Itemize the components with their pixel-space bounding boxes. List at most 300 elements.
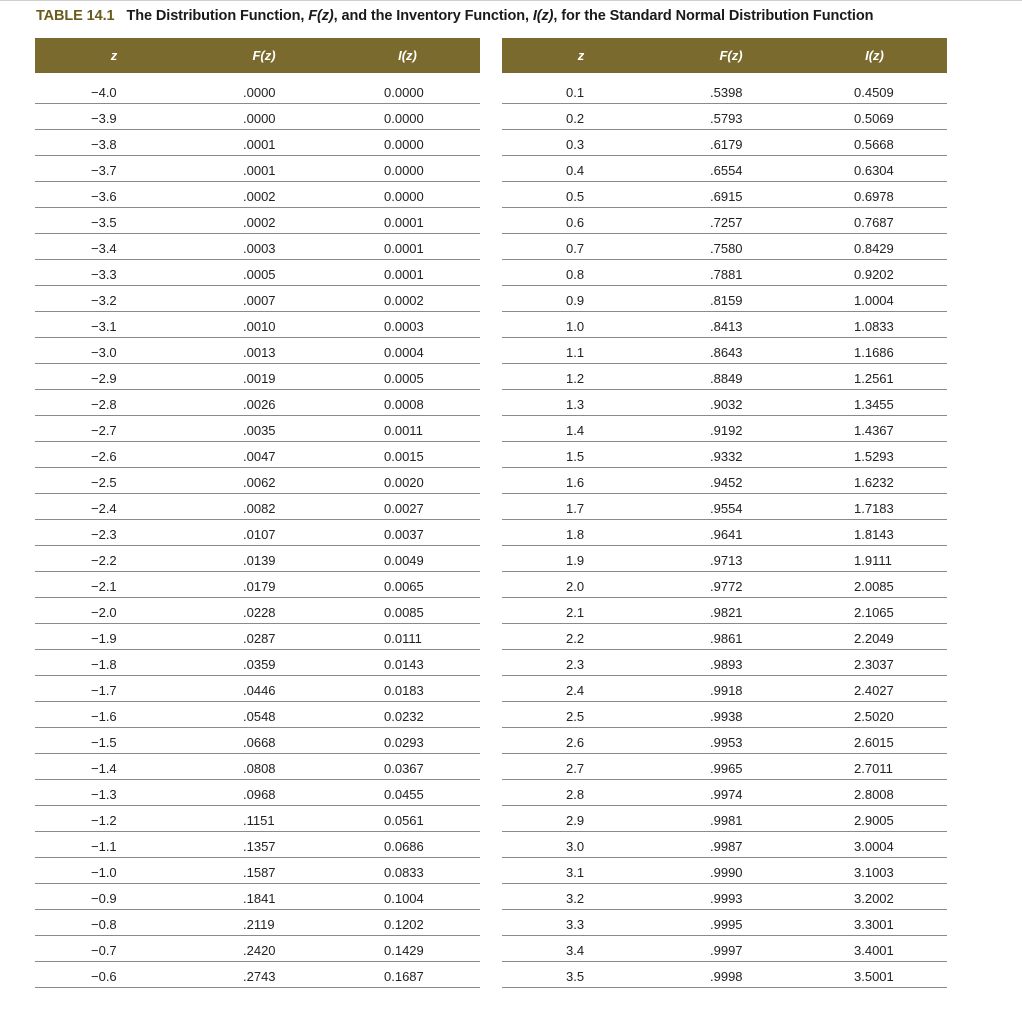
title-text-2: , and the Inventory Function, <box>333 8 533 24</box>
cell-i: 0.6978 <box>802 181 947 207</box>
cell-f: .9641 <box>660 519 802 545</box>
table-row <box>35 363 480 389</box>
cell-f: .9981 <box>660 805 802 831</box>
cell-f: .0001 <box>193 129 335 155</box>
cell-i: 0.0027 <box>335 493 480 519</box>
cell-f: .6915 <box>660 181 802 207</box>
table-row <box>502 103 947 129</box>
cell-z: 0.8 <box>502 259 660 285</box>
cell-z: −3.7 <box>35 155 193 181</box>
table-row <box>35 727 480 753</box>
table-row <box>35 831 480 857</box>
cell-i: 2.6015 <box>802 727 947 753</box>
right-header-row <box>502 38 947 73</box>
cell-z: 1.2 <box>502 363 660 389</box>
table-row <box>35 857 480 883</box>
table-row <box>35 259 480 285</box>
cell-z: −2.7 <box>35 415 193 441</box>
cell-f: .9998 <box>660 961 802 987</box>
cell-f: .0010 <box>193 311 335 337</box>
cell-i: 0.0001 <box>335 233 480 259</box>
table-row <box>35 753 480 779</box>
cell-f: .0007 <box>193 285 335 311</box>
table-row <box>502 311 947 337</box>
cell-f: .0082 <box>193 493 335 519</box>
title-f-symbol: F(z) <box>308 8 334 24</box>
cell-f: .0026 <box>193 389 335 415</box>
right-table-body <box>502 73 947 987</box>
cell-i: 0.0111 <box>335 623 480 649</box>
table-row <box>35 571 480 597</box>
cell-z: 1.3 <box>502 389 660 415</box>
cell-z: 2.2 <box>502 623 660 649</box>
table-row <box>502 883 947 909</box>
cell-z: −1.5 <box>35 727 193 753</box>
table-row <box>502 415 947 441</box>
cell-i: 0.0232 <box>335 701 480 727</box>
cell-z: −3.8 <box>35 129 193 155</box>
cell-z: −3.1 <box>35 311 193 337</box>
cell-f: .6179 <box>660 129 802 155</box>
cell-z: −2.1 <box>35 571 193 597</box>
table-row <box>35 181 480 207</box>
cell-i: 0.0561 <box>335 805 480 831</box>
cell-f: .0808 <box>193 753 335 779</box>
right-header-z: z <box>502 38 660 73</box>
cell-z: 0.5 <box>502 181 660 207</box>
cell-z: 1.7 <box>502 493 660 519</box>
cell-z: 0.4 <box>502 155 660 181</box>
cell-f: .9452 <box>660 467 802 493</box>
table-row <box>502 805 947 831</box>
table-row <box>35 73 480 103</box>
cell-i: 0.0833 <box>335 857 480 883</box>
cell-z: 1.4 <box>502 415 660 441</box>
cell-f: .1357 <box>193 831 335 857</box>
cell-f: .0359 <box>193 649 335 675</box>
cell-f: .9554 <box>660 493 802 519</box>
table-row <box>35 311 480 337</box>
cell-i: 0.0004 <box>335 337 480 363</box>
cell-i: 3.3001 <box>802 909 947 935</box>
cell-z: 0.9 <box>502 285 660 311</box>
cell-f: .8849 <box>660 363 802 389</box>
cell-i: 2.1065 <box>802 597 947 623</box>
cell-i: 1.7183 <box>802 493 947 519</box>
cell-f: .0062 <box>193 467 335 493</box>
cell-z: 0.3 <box>502 129 660 155</box>
cell-z: 2.3 <box>502 649 660 675</box>
table-row <box>502 181 947 207</box>
cell-i: 0.0005 <box>335 363 480 389</box>
table-row <box>502 441 947 467</box>
table-row <box>35 675 480 701</box>
table-row <box>35 883 480 909</box>
cell-z: −3.2 <box>35 285 193 311</box>
table-row <box>502 753 947 779</box>
cell-z: 3.0 <box>502 831 660 857</box>
cell-i: 2.7011 <box>802 753 947 779</box>
cell-z: −0.6 <box>35 961 193 987</box>
table-row <box>35 233 480 259</box>
cell-i: 0.0085 <box>335 597 480 623</box>
table-row <box>35 519 480 545</box>
cell-f: .0019 <box>193 363 335 389</box>
cell-i: 0.0000 <box>335 103 480 129</box>
cell-z: 1.8 <box>502 519 660 545</box>
cell-z: −3.6 <box>35 181 193 207</box>
cell-i: 2.2049 <box>802 623 947 649</box>
cell-i: 0.0065 <box>335 571 480 597</box>
cell-i: 0.0686 <box>335 831 480 857</box>
cell-z: −2.9 <box>35 363 193 389</box>
cell-z: −1.9 <box>35 623 193 649</box>
table-row <box>35 467 480 493</box>
cell-i: 2.9005 <box>802 805 947 831</box>
cell-i: 0.8429 <box>802 233 947 259</box>
cell-z: −1.1 <box>35 831 193 857</box>
cell-f: .9713 <box>660 545 802 571</box>
title-text-1: The Distribution Function, <box>126 8 309 24</box>
table-row <box>502 857 947 883</box>
top-rule <box>0 0 1022 1</box>
cell-f: .9990 <box>660 857 802 883</box>
cell-z: 3.3 <box>502 909 660 935</box>
cell-z: 1.6 <box>502 467 660 493</box>
table-row <box>502 155 947 181</box>
table-row <box>502 571 947 597</box>
cell-i: 1.5293 <box>802 441 947 467</box>
table-row <box>35 207 480 233</box>
cell-z: −1.3 <box>35 779 193 805</box>
cell-i: 0.0367 <box>335 753 480 779</box>
cell-z: 1.1 <box>502 337 660 363</box>
table-row <box>35 415 480 441</box>
table-title <box>36 8 996 24</box>
cell-z: 2.4 <box>502 675 660 701</box>
cell-z: 3.5 <box>502 961 660 987</box>
table-row <box>35 155 480 181</box>
title-text-3: , for the Standard Normal Distribution Function <box>553 8 874 24</box>
table-row <box>502 259 947 285</box>
cell-z: 3.1 <box>502 857 660 883</box>
cell-f: .9918 <box>660 675 802 701</box>
table-row <box>502 597 947 623</box>
table-row <box>502 519 947 545</box>
cell-f: .0287 <box>193 623 335 649</box>
cell-f: .9032 <box>660 389 802 415</box>
table-row <box>502 73 947 103</box>
cell-i: 0.0008 <box>335 389 480 415</box>
cell-i: 0.0000 <box>335 129 480 155</box>
cell-f: .9893 <box>660 649 802 675</box>
cell-f: .8413 <box>660 311 802 337</box>
table-row <box>35 441 480 467</box>
cell-f: .9938 <box>660 701 802 727</box>
table-row <box>502 701 947 727</box>
table-row <box>35 545 480 571</box>
cell-z: −1.8 <box>35 649 193 675</box>
cell-i: 1.9111 <box>802 545 947 571</box>
cell-i: 1.4367 <box>802 415 947 441</box>
cell-i: 0.9202 <box>802 259 947 285</box>
cell-f: .0228 <box>193 597 335 623</box>
cell-i: 0.0293 <box>335 727 480 753</box>
table-row <box>35 935 480 961</box>
cell-z: 1.9 <box>502 545 660 571</box>
table-row <box>502 285 947 311</box>
title-i-symbol: I(z) <box>532 8 554 24</box>
table-row <box>502 363 947 389</box>
cell-f: .8643 <box>660 337 802 363</box>
cell-f: .9995 <box>660 909 802 935</box>
cell-i: 0.1202 <box>335 909 480 935</box>
cell-z: −1.4 <box>35 753 193 779</box>
table-row <box>502 831 947 857</box>
cell-z: 2.6 <box>502 727 660 753</box>
table-row <box>502 779 947 805</box>
table-row <box>35 493 480 519</box>
cell-f: .0000 <box>193 103 335 129</box>
cell-f: .9993 <box>660 883 802 909</box>
table-row <box>502 935 947 961</box>
cell-z: −1.6 <box>35 701 193 727</box>
table-row <box>35 961 480 987</box>
cell-i: 0.1429 <box>335 935 480 961</box>
table-row <box>502 545 947 571</box>
left-table <box>35 38 480 988</box>
cell-z: −3.5 <box>35 207 193 233</box>
right-header-f: F(z) <box>660 38 802 73</box>
cell-i: 0.0020 <box>335 467 480 493</box>
table-row <box>502 389 947 415</box>
table-row <box>35 779 480 805</box>
cell-i: 3.0004 <box>802 831 947 857</box>
cell-i: 0.0001 <box>335 207 480 233</box>
cell-f: .9997 <box>660 935 802 961</box>
cell-i: 1.1686 <box>802 337 947 363</box>
cell-i: 0.1004 <box>335 883 480 909</box>
table-row <box>502 909 947 935</box>
cell-z: −2.3 <box>35 519 193 545</box>
cell-f: .9821 <box>660 597 802 623</box>
table-row <box>502 649 947 675</box>
right-table <box>502 38 947 988</box>
cell-f: .5793 <box>660 103 802 129</box>
cell-i: 0.0011 <box>335 415 480 441</box>
cell-i: 1.2561 <box>802 363 947 389</box>
cell-i: 0.0001 <box>335 259 480 285</box>
cell-f: .0968 <box>193 779 335 805</box>
cell-z: −2.2 <box>35 545 193 571</box>
table-row <box>35 597 480 623</box>
cell-i: 0.0003 <box>335 311 480 337</box>
cell-i: 0.0143 <box>335 649 480 675</box>
right-header-i: I(z) <box>802 38 947 73</box>
cell-i: 1.6232 <box>802 467 947 493</box>
table-row <box>502 207 947 233</box>
cell-f: .0139 <box>193 545 335 571</box>
table-row <box>502 493 947 519</box>
cell-z: −2.6 <box>35 441 193 467</box>
cell-f: .7580 <box>660 233 802 259</box>
cell-i: 0.6304 <box>802 155 947 181</box>
cell-i: 0.5668 <box>802 129 947 155</box>
cell-z: −1.7 <box>35 675 193 701</box>
cell-i: 0.5069 <box>802 103 947 129</box>
cell-f: .0446 <box>193 675 335 701</box>
cell-f: .8159 <box>660 285 802 311</box>
cell-f: .1841 <box>193 883 335 909</box>
cell-i: 0.0000 <box>335 73 480 103</box>
cell-f: .2743 <box>193 961 335 987</box>
cell-f: .9953 <box>660 727 802 753</box>
cell-i: 0.0000 <box>335 181 480 207</box>
cell-f: .7881 <box>660 259 802 285</box>
cell-z: 0.7 <box>502 233 660 259</box>
cell-f: .9974 <box>660 779 802 805</box>
cell-z: −1.2 <box>35 805 193 831</box>
cell-f: .0047 <box>193 441 335 467</box>
cell-i: 2.4027 <box>802 675 947 701</box>
cell-i: 0.4509 <box>802 73 947 103</box>
cell-z: 0.2 <box>502 103 660 129</box>
cell-z: −2.4 <box>35 493 193 519</box>
cell-z: 2.9 <box>502 805 660 831</box>
cell-i: 0.0049 <box>335 545 480 571</box>
cell-f: .0107 <box>193 519 335 545</box>
cell-z: −0.9 <box>35 883 193 909</box>
cell-f: .0668 <box>193 727 335 753</box>
left-header-z: z <box>35 38 193 73</box>
cell-i: 1.0004 <box>802 285 947 311</box>
cell-f: .0003 <box>193 233 335 259</box>
table-row <box>35 129 480 155</box>
cell-i: 2.3037 <box>802 649 947 675</box>
cell-f: .5398 <box>660 73 802 103</box>
cell-f: .0001 <box>193 155 335 181</box>
cell-f: .2119 <box>193 909 335 935</box>
cell-z: −0.7 <box>35 935 193 961</box>
cell-z: 1.0 <box>502 311 660 337</box>
table-row <box>502 337 947 363</box>
cell-f: .0548 <box>193 701 335 727</box>
cell-i: 0.0037 <box>335 519 480 545</box>
cell-f: .6554 <box>660 155 802 181</box>
cell-z: 2.0 <box>502 571 660 597</box>
cell-i: 1.0833 <box>802 311 947 337</box>
table-row <box>35 909 480 935</box>
cell-f: .9987 <box>660 831 802 857</box>
cell-i: 1.8143 <box>802 519 947 545</box>
cell-f: .0035 <box>193 415 335 441</box>
cell-f: .9332 <box>660 441 802 467</box>
cell-z: −2.0 <box>35 597 193 623</box>
cell-f: .2420 <box>193 935 335 961</box>
table-label: TABLE 14.1 <box>36 8 115 24</box>
cell-z: −3.3 <box>35 259 193 285</box>
cell-i: 3.2002 <box>802 883 947 909</box>
table-row <box>502 623 947 649</box>
table-row <box>502 129 947 155</box>
cell-i: 0.7687 <box>802 207 947 233</box>
cell-f: .0002 <box>193 207 335 233</box>
table-row <box>35 701 480 727</box>
cell-z: 1.5 <box>502 441 660 467</box>
table-row <box>35 337 480 363</box>
table-row <box>35 623 480 649</box>
cell-f: .0013 <box>193 337 335 363</box>
table-row <box>35 285 480 311</box>
cell-z: −1.0 <box>35 857 193 883</box>
left-header-f: F(z) <box>193 38 335 73</box>
cell-f: .0000 <box>193 73 335 103</box>
cell-i: 2.5020 <box>802 701 947 727</box>
cell-z: 2.8 <box>502 779 660 805</box>
cell-f: .0002 <box>193 181 335 207</box>
cell-i: 0.0455 <box>335 779 480 805</box>
cell-f: .0179 <box>193 571 335 597</box>
cell-f: .9192 <box>660 415 802 441</box>
cell-f: .7257 <box>660 207 802 233</box>
cell-f: .0005 <box>193 259 335 285</box>
table-row <box>35 103 480 129</box>
cell-f: .9965 <box>660 753 802 779</box>
table-row <box>35 649 480 675</box>
cell-z: 3.4 <box>502 935 660 961</box>
cell-i: 2.0085 <box>802 571 947 597</box>
table-row <box>502 675 947 701</box>
table-row <box>502 467 947 493</box>
left-header-i: I(z) <box>335 38 480 73</box>
left-header-row <box>35 38 480 73</box>
cell-f: .9772 <box>660 571 802 597</box>
table-row <box>502 961 947 987</box>
cell-z: 2.5 <box>502 701 660 727</box>
cell-z: 3.2 <box>502 883 660 909</box>
cell-f: .9861 <box>660 623 802 649</box>
cell-z: −3.0 <box>35 337 193 363</box>
table-row <box>35 805 480 831</box>
cell-f: .1587 <box>193 857 335 883</box>
cell-f: .1151 <box>193 805 335 831</box>
cell-z: 2.1 <box>502 597 660 623</box>
cell-i: 3.4001 <box>802 935 947 961</box>
cell-z: −2.5 <box>35 467 193 493</box>
cell-z: 0.1 <box>502 73 660 103</box>
cell-i: 0.0015 <box>335 441 480 467</box>
cell-i: 0.0000 <box>335 155 480 181</box>
table-row <box>35 389 480 415</box>
cell-z: −2.8 <box>35 389 193 415</box>
cell-i: 0.0183 <box>335 675 480 701</box>
cell-i: 1.3455 <box>802 389 947 415</box>
left-table-body <box>35 73 480 987</box>
cell-i: 0.1687 <box>335 961 480 987</box>
cell-i: 3.1003 <box>802 857 947 883</box>
cell-z: −4.0 <box>35 73 193 103</box>
cell-z: −3.4 <box>35 233 193 259</box>
cell-z: 0.6 <box>502 207 660 233</box>
cell-i: 3.5001 <box>802 961 947 987</box>
cell-i: 2.8008 <box>802 779 947 805</box>
table-row <box>502 233 947 259</box>
table-row <box>502 727 947 753</box>
cell-z: −3.9 <box>35 103 193 129</box>
cell-z: −0.8 <box>35 909 193 935</box>
cell-z: 2.7 <box>502 753 660 779</box>
cell-i: 0.0002 <box>335 285 480 311</box>
